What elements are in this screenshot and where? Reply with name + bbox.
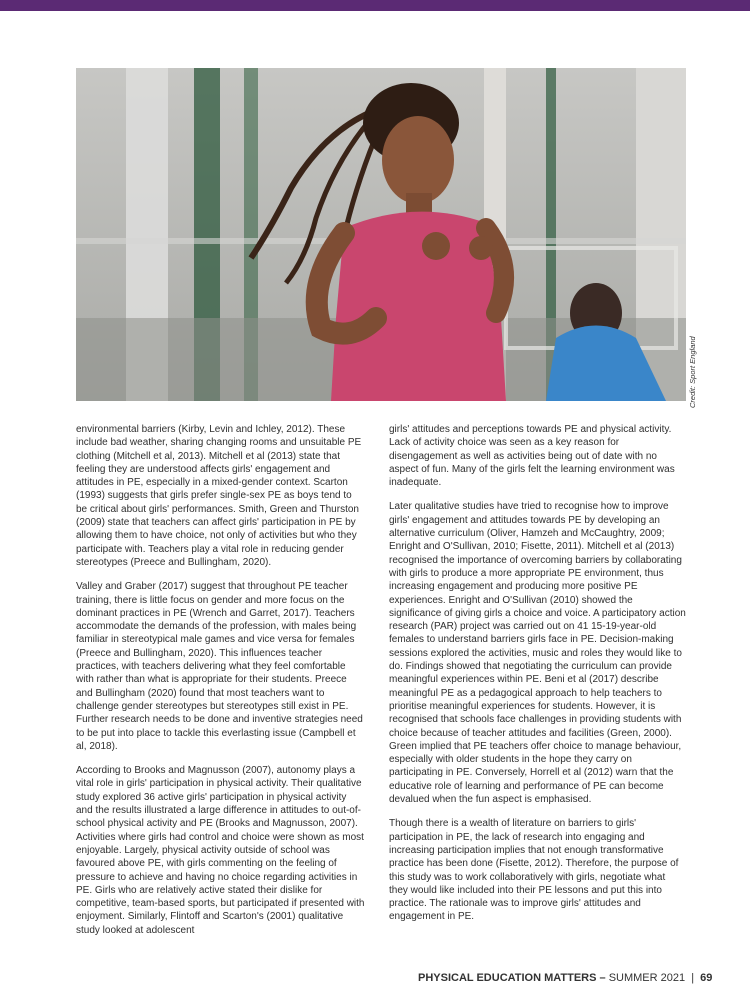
paragraph: Though there is a wealth of literature on barriers to girls' participation in PE, the lack of research into engaging and increasing participation implies that not enough transformative practice has been done (Fisette, 2012). Therefore, the purpose of this study was to work collaboratively with girls, negotiate what they would like included into their PE lessons and put this into practice. The rationale was to improve girls' attitudes and engagement in PE. [389, 818, 679, 923]
page-footer [418, 972, 713, 984]
top-brand-bar [0, 0, 750, 11]
magazine-title: PHYSICAL EDUCATION MATTERS [418, 972, 597, 984]
running-girl-illustration [76, 68, 686, 401]
paragraph: Valley and Graber (2017) suggest that throughout PE teacher training, there is little focus on gender and more focus on the dominant practices in PE (Wrench and Garret, 2017). Teachers accommodate the demands of the profession, with males being familiar in stereotypical male games and vice versa for females (Preece and Bullingham, 2020). This influences teacher practices, with teachers delivering what they feel comfortable with rather than what is appropriate for their students. Preece and Bullingham (2020) found that most teachers want to challenge gender stereotypes but stereotypes still exist in PE. Further research needs to be done and inventive strategies need to be put into place to tackle this everlasting issue (Campbell et al, 2018). [76, 581, 363, 752]
footer-dash: – [599, 972, 606, 984]
paragraph: environmental barriers (Kirby, Levin and Ichley, 2012). These include bad weather, sharing changing rooms and unsuitable PE clothing (Mitchell et al, 2013). Mitchell et al (2013) state that feeling they are understood affects girls' engagement and attitudes in PE, especially in a mixed-gender context. Scarton (1993) suggests that girls prefer single-sex PE as boys tend to be critical about girls' performances. Smith, Green and Thurston (2009) state that teachers can affect girls' participation in PE by allowing them to have choice, not only of activities but who they participate with. Teachers play a vital role in reducing gender stereotypes (Preece and Bullingham, 2020). [76, 424, 362, 568]
article-column-left [76, 423, 365, 948]
footer-separator: | [691, 972, 695, 984]
paragraph: girls' attitudes and perceptions towards PE and physical activity. Lack of activity choice was seen as a key reason for disengagement as well as activities being out of date with no aspect of fun. Many of the girls felt the learning environment was inadequate. [389, 424, 675, 489]
paragraph: According to Brooks and Magnusson (2007), autonomy plays a vital role in girls' participation in physical activity. Their qualitative study explored 36 active girls' participation in physical activity and the results illustrated a large difference in attitudes to out-of-school physical activity and PE (Brooks and Magnusson, 2007). Activities where girls had control and choice were shown as most enjoyable. Largely, physical activity outside of school was favoured above PE, with girls commenting on the feeling of pressure to achieve and having no choice regarding activities in PE. Girls who are relatively active stated their dislike for competitive, team-based sports, but participated if presented with enjoyment. Similarly, Flintoff and Scarton's (2001) qualitative study looked at adolescent [76, 765, 365, 936]
photo-credit: Credit: Sport England [688, 336, 697, 408]
article-photo [76, 68, 686, 401]
page-number: 69 [700, 972, 713, 984]
paragraph: Later qualitative studies have tried to recognise how to improve girls' engagement and attitudes towards PE by developing an alternative curriculum (Oliver, Hamzeh and McCaughtry, 2009; Enright and O'Sullivan, 2010; Fisette, 2011). Mitchell et al (2013) recognised the importance of overcoming barriers by collaborating with girls to produce a more appropriate PE environment, thus increasing engagement and producing more positive PE experiences. Enright and O'Sullivan (2010) showed the significance of giving girls a choice and voice. A participatory action research (PAR) project was carried out on 41 15-19-year-old females to understand barriers girls face in PE. Decision-making sessions explored the activities, music and roles they would like to do. Findings showed that negotiating the curriculum can provide meaningful experiences within PE. Beni et al (2017) describe meaningful PE as a pedagogical approach to help teachers to prioritise meaningful experiences for students. However, it is recognised that schools face challenges in providing students with choice because of teacher attitudes and facilities (Green, 2000). Green implied that PE teachers offer choice to manage behaviour, especially with older students in the hope they carry on participating in PE. Conversely, Horrell et al (2012) warn that the educative role of learning and performance of PE can become devalued when the fun aspect is emphasised. [389, 501, 686, 806]
issue-label: SUMMER 2021 [608, 972, 686, 984]
article-column-right [389, 423, 686, 935]
